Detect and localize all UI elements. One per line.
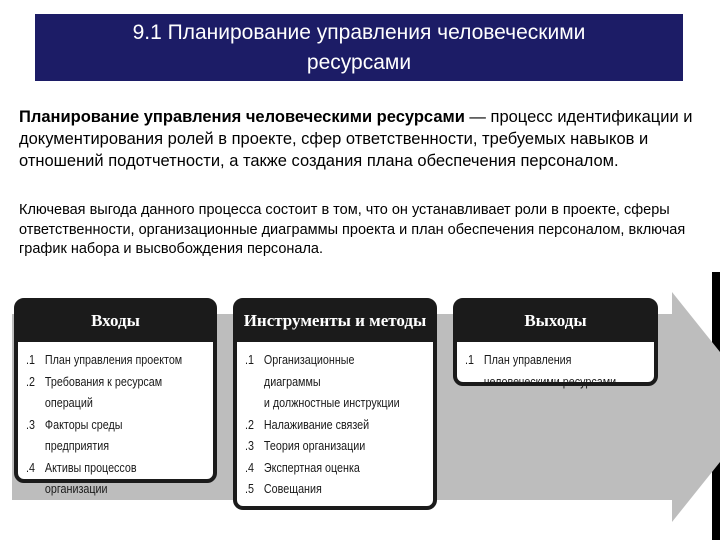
item-text: Активы процессов организации: [44, 460, 137, 496]
list-item: [26, 350, 183, 372]
inputs-header: Входы: [18, 302, 213, 342]
list-item: [26, 415, 183, 458]
item-text: Совещания: [263, 482, 322, 496]
item-text: Экспертная оценка: [263, 460, 360, 475]
item-text: Требования к ресурсам операций: [44, 374, 163, 410]
list-item: [245, 436, 403, 458]
item-number: .3: [26, 417, 35, 432]
item-text: Теория организации: [263, 439, 366, 453]
outputs-header: Выходы: [457, 302, 654, 342]
item-text: План управления проектом: [44, 353, 183, 367]
list-item: [245, 350, 403, 415]
item-number: .5: [245, 482, 254, 496]
list-item: [245, 458, 403, 480]
item-number: .1: [245, 353, 254, 367]
item-text: Налаживание связей: [263, 417, 370, 432]
item-number: .4: [26, 460, 35, 475]
definition-text: — процесс идентификации и документирования ролей в проекте, сфер ответственности, требуемых навыков и отношений подотчетности, а также создания плана обеспечения персоналом.: [19, 108, 693, 170]
list-item: [245, 415, 403, 437]
item-number: .2: [26, 374, 35, 389]
outputs-box: [453, 298, 658, 389]
slide-title: 9.1 Планирование управления человеческими ресурсами: [132, 20, 586, 74]
item-text: Факторы среды предприятия: [44, 417, 123, 453]
definition-term: Планирование управления человеческими ресурсами: [19, 108, 465, 126]
benefit-paragraph: Ключевая выгода данного процесса состоит в том, что он устанавливает роли в проекте, сферы ответственности, организационные диаграммы проекта и план обеспечения персоналом, включая график набора и высвобождения персонала.: [19, 202, 686, 257]
definition-paragraph: [19, 106, 709, 172]
list-item: [245, 479, 403, 501]
item-number: .1: [465, 353, 474, 367]
item-text: Организационные диаграммы и должностные инструкции: [263, 353, 400, 410]
item-number: .3: [245, 439, 254, 453]
inputs-list: [18, 342, 213, 501]
list-item: [26, 372, 183, 415]
item-text: План управления человеческими ресурсами: [483, 353, 617, 389]
item-number: .1: [26, 353, 35, 367]
item-number: .2: [245, 417, 254, 432]
tools-list: [237, 342, 433, 501]
list-item: [26, 458, 183, 501]
slide-title-bar: [35, 14, 683, 81]
item-number: .4: [245, 460, 254, 475]
inputs-box: [14, 298, 217, 496]
outputs-list: [457, 342, 654, 393]
list-item: [465, 350, 624, 393]
tools-header: Инструменты и методы: [237, 302, 433, 342]
tools-box: [233, 298, 437, 510]
